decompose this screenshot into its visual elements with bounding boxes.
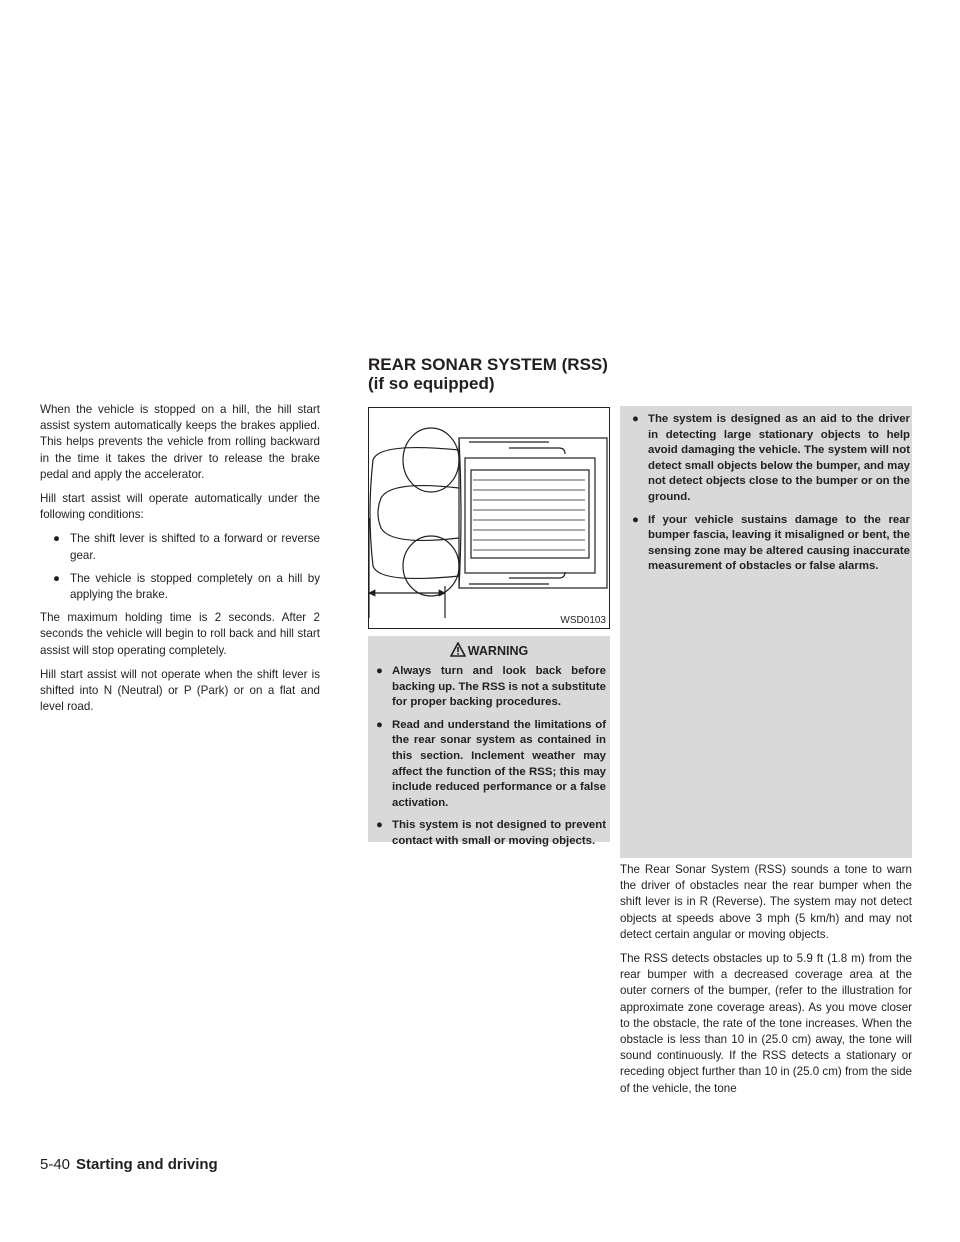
warning-item-text: Always turn and look back before backing up. The RSS is not a substitute for proper backing procedures. bbox=[392, 665, 606, 709]
paragraph: The RSS detects obstacles up to 5.9 ft (1.8 m) from the rear bumper with a decreased coverage area at the outer corners of the bumper, (refer to the illustration for approximate zone coverage areas). As you move closer to the obstacle, the rate of the tone increases. When the obstacle is less than 10 in (25.0 cm) away, the tone will sound continuously. If the RSS detects a stationary or receding object further than 10 in (25.0 cm) from the side of the vehicle, the tone bbox=[620, 952, 912, 1095]
list-item-text: The shift lever is shifted to a forward or reverse gear. bbox=[70, 532, 320, 562]
warning-item bbox=[630, 513, 910, 575]
warning-box-continued bbox=[620, 406, 912, 858]
bullet-icon: ● bbox=[632, 413, 639, 425]
bullet-icon: ● bbox=[53, 571, 61, 585]
bullet-icon: ● bbox=[53, 532, 61, 546]
warning-item bbox=[376, 664, 606, 711]
figure-id: WSD0103 bbox=[560, 615, 606, 626]
warning-item bbox=[376, 718, 606, 812]
bullet-icon: ● bbox=[376, 819, 383, 832]
warning-list bbox=[376, 664, 606, 857]
warning-heading bbox=[368, 642, 610, 658]
bullet-icon: ● bbox=[376, 718, 383, 731]
page-number: 5-40 bbox=[40, 1156, 71, 1173]
paragraph: The Rear Sonar System (RSS) sounds a tone to warn the driver of obstacles near the rear bumper when the shift lever is in R (Reverse). The system may not detect objects at speeds above 3 mph (5 km/h) and may not detect certain angular or moving objects. bbox=[620, 863, 912, 941]
list-item-text: The vehicle is stopped completely on a hill by applying the brake. bbox=[70, 571, 320, 602]
warning-list-continued bbox=[630, 412, 910, 582]
conditions-list bbox=[40, 531, 320, 603]
warning-item bbox=[630, 412, 910, 506]
warning-title: WARNING bbox=[467, 644, 529, 658]
bullet-icon: ● bbox=[632, 513, 639, 526]
warning-box bbox=[368, 636, 610, 847]
warning-item-text: The system is designed as an aid to the driver in detecting large stationary objects to help avoid damaging the vehicle. The system will not detect small objects below the bumper, and may not detect objects close to the bumper or on the ground. bbox=[648, 413, 910, 503]
left-column bbox=[40, 402, 320, 723]
warning-item-text: This system is not designed to prevent contact with small or moving objects. bbox=[392, 819, 606, 847]
paragraph: When the vehicle is stopped on a hill, the hill start assist system automatically keeps the brakes applied. This helps prevents the vehicle from rolling backward in the time it takes the driver to release the brake pedal and apply the accelerator. bbox=[40, 403, 320, 481]
bullet-icon: ● bbox=[376, 665, 383, 677]
paragraph: The maximum holding time is 2 seconds. After 2 seconds the vehicle will begin to roll back and hill start assist will stop operating completely. bbox=[40, 611, 320, 657]
warning-icon bbox=[450, 642, 466, 657]
section-name: Starting and driving bbox=[76, 1156, 218, 1173]
page-footer bbox=[40, 1156, 218, 1173]
warning-item bbox=[376, 818, 606, 849]
list-item bbox=[40, 571, 320, 603]
section-heading: REAR SONAR SYSTEM (RSS) (if so equipped) bbox=[368, 355, 608, 393]
right-column bbox=[620, 862, 912, 1105]
paragraph: Hill start assist will not operate when the shift lever is shifted into N (Neutral) or P (Park) or on a flat and level road. bbox=[40, 667, 320, 714]
warning-item-text: If your vehicle sustains damage to the rear bumper fascia, leaving it misaligned or bent, the sensing zone may be altered causing inaccurate measurement of obstacles or false alarms. bbox=[648, 513, 910, 573]
warning-item-text: Read and understand the limitations of the rear sonar system as contained in this section. Inclement weather may affect the function of the RSS; this may include reduced performance or a false activation. bbox=[392, 718, 606, 809]
rss-illustration bbox=[368, 407, 610, 629]
paragraph: Hill start assist will operate automatically under the following conditions: bbox=[40, 492, 320, 522]
list-item bbox=[40, 531, 320, 563]
vehicle-sensing-zone-diagram bbox=[369, 408, 611, 630]
